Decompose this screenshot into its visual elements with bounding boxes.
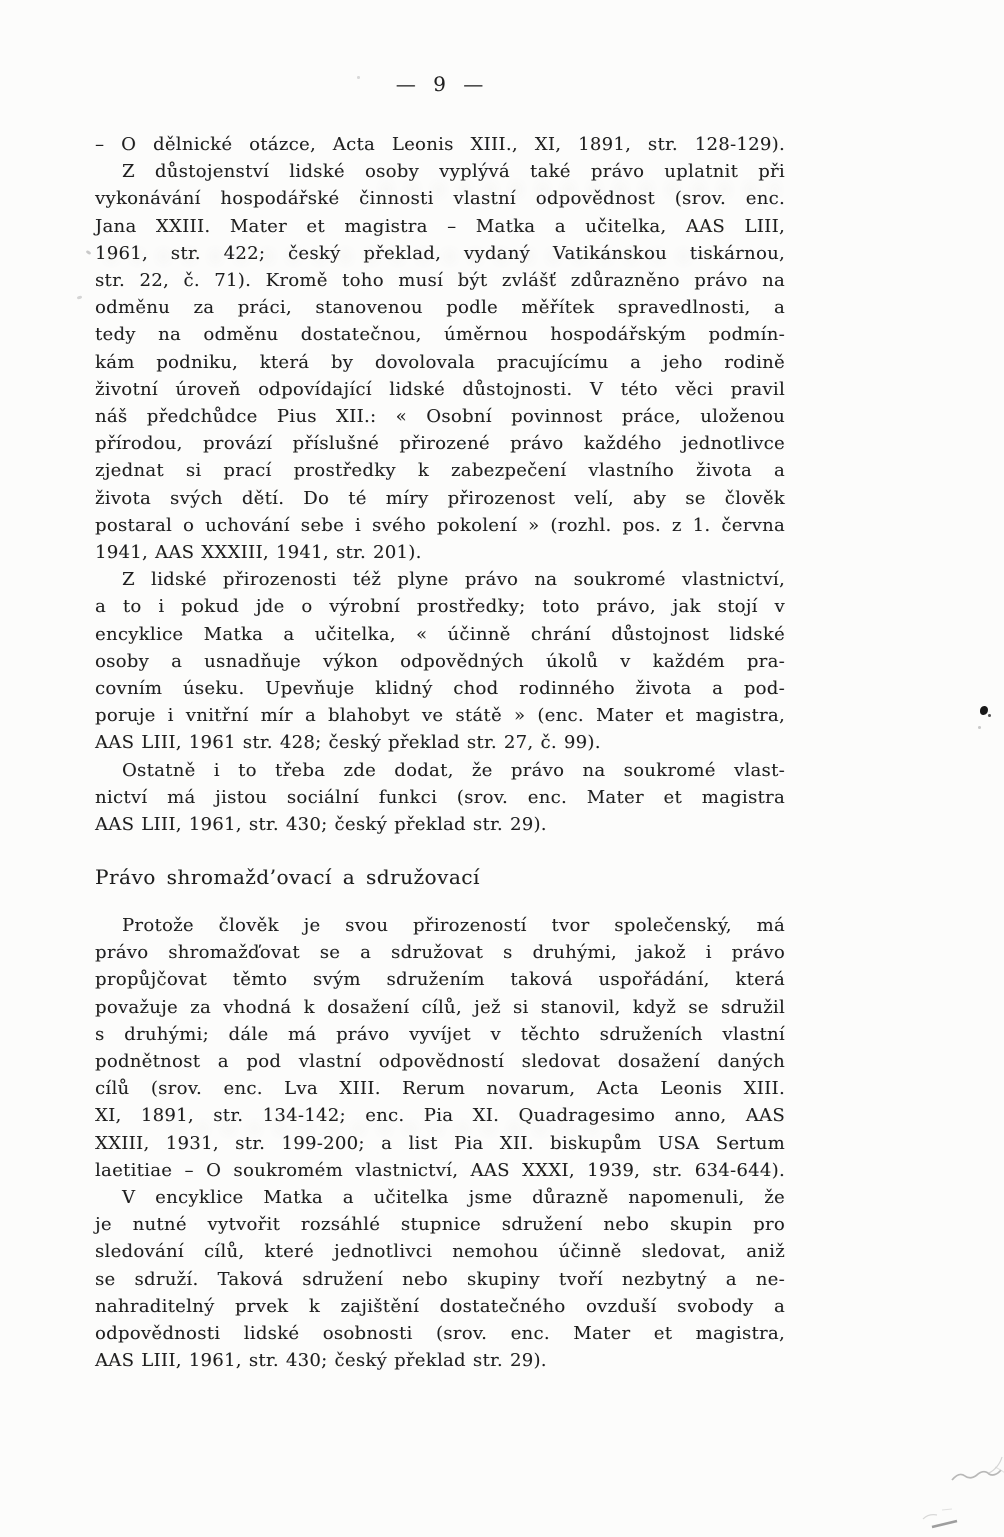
text-line: 1941, AAS XXXIII, 1941, str. 201). [95, 542, 422, 564]
text-line: postaral o uchování sebe i svého pokolení » (rozhl. pos. z 1. června [95, 514, 785, 536]
text-line: propůjčovat těmto svým sdružením taková uspořádání, která [95, 969, 785, 991]
text-line: podnětnost a pod vlastní odpovědností sledovat dosažení daných [95, 1051, 785, 1073]
text-line: s druhými; dále má právo vyvíjet v těchto sdruženích vlastní [95, 1023, 785, 1045]
paper-speck [86, 250, 92, 255]
text-line: náš předchůdce Pius XII.: « Osobní povinnost práce, uloženou [95, 406, 785, 428]
paragraph [95, 566, 785, 756]
text-line: laetitiae – O soukromém vlastnictví, AAS XXXI, 1939, str. 634-644). [95, 1159, 785, 1181]
text-line: odpovědnosti lidské osobnosti (srov. enc. Mater et magistra, [95, 1323, 785, 1345]
text-line: AAS LIII, 1961, str. 430; český překlad str. 29). [95, 814, 547, 836]
text-line: covním úseku. Upevňuje klidný chod rodinného života a pod- [95, 678, 785, 700]
paragraph [95, 757, 785, 839]
text-line: odměnu za práci, stanovenou podle měřítek spravedlnosti, a [95, 297, 785, 319]
ink-speck [978, 726, 981, 729]
body-text-upper [95, 131, 785, 838]
text-line: Z důstojenství lidské osoby vyplývá také právo uplatnit při [122, 161, 785, 183]
text-line: přírodou, provází příslušné přirozené právo každého jednotlivce [95, 433, 785, 455]
paragraph [95, 158, 785, 566]
page-number: — 9 — [395, 72, 485, 96]
text-line: poruje i vnitřní mír a blahobyt ve státě » (enc. Mater et magistra, [95, 705, 785, 727]
text-line: se sdruží. Taková sdružení nebo skupiny tvoří nezbytný a ne- [95, 1268, 785, 1290]
text-line: V encyklice Matka a učitelka jsme důrazně napomenuli, že [122, 1187, 785, 1209]
text-line: – O dělnické otázce, Acta Leonis XIII., XI, 1891, str. 128-129). [95, 134, 785, 155]
text-line: cílů (srov. enc. Lva XIII. Rerum novarum, Acta Leonis XIII. [95, 1078, 785, 1100]
text-line: vykonávání hospodářské činnosti vlastní odpovědnost (srov. enc. [95, 188, 785, 210]
text-line: považuje za vhodná k dosažení cílů, jež si stanovil, když se sdružil [95, 996, 785, 1018]
text-line: Z lidské přirozenosti též plyne právo na soukromé vlastnictví, [122, 569, 785, 591]
paper-speck [357, 76, 360, 79]
ink-speck [988, 714, 991, 717]
body-text-lower [95, 912, 785, 1374]
text-line: AAS LIII, 1961, str. 430; český překlad str. 29). [95, 1350, 547, 1372]
text-line: AAS LIII, 1961 str. 428; český překlad str. 27, č. 99). [95, 732, 601, 754]
text-line: encyklice Matka a učitelka, « účinně chrání důstojnost lidské [95, 623, 785, 645]
text-line: nahraditelný prvek k zajištění dostatečného ovzduší svobody a [95, 1295, 785, 1317]
text-line: Ostatně i to třeba zde dodat, že právo na soukromé vlast- [122, 759, 785, 781]
text-line: nictví má jistou sociální funkci (srov. enc. Mater et magistra [95, 786, 785, 808]
text-line: Jana XXIII. Mater et magistra – Matka a učitelka, AAS LIII, [95, 215, 785, 237]
text-line: osoby a usnadňuje výkon odpovědných úkolů v každém pra- [95, 650, 785, 672]
pencil-squiggle [876, 1417, 1004, 1537]
paragraph [95, 131, 785, 158]
text-line: sledování cílů, které jednotlivci nemohou účinně sledovat, aniž [95, 1241, 785, 1263]
text-line: právo shromažďovat se a sdružovat s druhými, jakož i právo [95, 942, 785, 964]
text-line: Protože člověk je svou přirozeností tvor společenský, má [122, 915, 785, 936]
text-line: zjednat si prací prostředky k zabezpečení vlastního života a [95, 460, 785, 482]
paragraph [95, 1184, 785, 1374]
text-line: je nutné vytvořit rozsáhlé stupnice sdružení nebo skupin pro [95, 1214, 785, 1236]
ink-speck [980, 706, 988, 715]
text-line: str. 22, č. 71). Kromě toho musí být zvlášť zdůrazněno právo na [95, 270, 785, 292]
text-line: kám podniku, která by dovolovala pracujícímu a jeho rodině [95, 351, 785, 373]
text-line: tedy na odměnu dostatečnou, úměrnou hospodářským podmín- [95, 324, 785, 346]
text-line: XI, 1891, str. 134-142; enc. Pia XI. Quadragesimo anno, AAS [95, 1105, 785, 1127]
text-line: a to i pokud jde o výrobní prostředky; toto právo, jak stojí v [95, 596, 785, 618]
text-line: XXIII, 1931, str. 199-200; a list Pia XII. biskupům USA Sertum [95, 1132, 785, 1154]
section-heading: Právo shromažd’ovací a sdružovací [95, 865, 480, 889]
text-line: života svých dětí. Do té míry přirozenost velí, aby se člověk [95, 487, 785, 509]
text-line: životní úroveň odpovídající lidské důstojnosti. V této věci pravil [95, 378, 785, 400]
paper-speck [77, 295, 83, 299]
paragraph [95, 912, 785, 1184]
text-line: 1961, str. 422; český překlad, vydaný Vatikánskou tiskárnou, [95, 242, 785, 264]
